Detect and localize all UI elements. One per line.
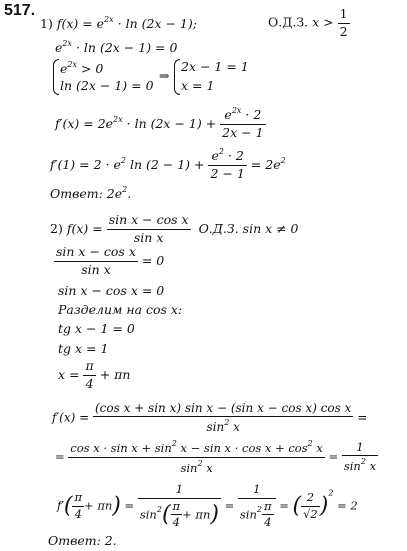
part2-derivative-2: = $\frac{\cos x \cdot \sin x + \sin^2 x - \sin x \cdot \cos x + \cos^2 x}{\sin^2 x}$ = $\frac{1}{\sin^2 x}$ bbox=[55, 439, 377, 475]
part2-function-fraction: $\frac{\text{sin x − cos x}}{\text{sin x}}$ bbox=[108, 212, 189, 245]
root-fraction: $\frac{\pi}{4}$ bbox=[85, 358, 94, 391]
part2-tg2: tg x = 1 bbox=[58, 341, 109, 356]
part2-tg1: tg x − 1 = 0 bbox=[58, 321, 135, 336]
value-fraction-1: 1 $\sin^2$( $\frac{\pi}{4}$ + πn) bbox=[139, 482, 219, 529]
part2-derivative-value: f′( $\frac{\pi}{4}$ + πn) = 1 $\sin^2$( $\frac{\pi}{4}$ + πn) = 1 $\sin^2$ $\frac{\pi}{4}$ = ( $\frac{2}{√2}$ )$^2$ = 2 bbox=[57, 482, 358, 529]
system1-line1: $e^{2x} > 0$ bbox=[60, 60, 104, 76]
part2-derivative-1: f′(x) = $\frac{\text{(cos x + sin x) sin x − (sin x − cos x) cos x}}{\sin^2 x}$ = bbox=[52, 401, 368, 434]
system1-line2: ln (2x − 1) = 0 bbox=[60, 78, 154, 93]
system2-line2: x = 1 bbox=[181, 78, 215, 93]
part1-odz: О.Д.З. x > $\frac{1}{2}$ bbox=[268, 6, 348, 39]
part2-equation2: sin x − cos x = 0 bbox=[58, 283, 165, 298]
value-fraction-3: $\frac{2}{√2}$ bbox=[303, 490, 318, 521]
system1-brace bbox=[53, 59, 59, 95]
value-fraction: $\frac{e^2 \cdot 2}{2 - 1}$ bbox=[210, 147, 245, 181]
derivative-1-fraction: $\frac{\text{(cos x + sin x) sin x − (sin x − cos x) cos x}}{\sin^2 x}$ bbox=[95, 401, 352, 434]
derivative-fraction: $\frac{e^{2x} \cdot 2}{2x - 1}$ bbox=[222, 106, 264, 140]
part1-equation: $e^{2x} \cdot \ln (2x - 1) = 0$ bbox=[55, 39, 178, 55]
part2-root: x = $\frac{\pi}{4}$ + πn bbox=[58, 358, 131, 391]
part1-answer: Ответ: $2e^2$. bbox=[50, 185, 132, 201]
part2-function-line: 2) f(x) = $\frac{\text{sin x − cos x}}{\text{sin x}}$ О.Д.З. sin x ≠ 0 bbox=[50, 212, 299, 245]
part1-derivative-value: $f'(1) = 2 \cdot e^2$ ln (2 − 1) + $\frac{e^2 \cdot 2}{2 - 1}$ = $2e^2$ bbox=[50, 147, 286, 181]
implies-arrow: ⇒ bbox=[159, 68, 170, 83]
part1-function: $f(x) = e^{2x} \cdot \ln (2x - 1)$; bbox=[56, 15, 197, 31]
part2-equation: $\frac{\text{sin x − cos x}}{\text{sin x}}$ = 0 bbox=[56, 244, 165, 277]
value-fraction-2: 1 $\sin^2$ $\frac{\pi}{4}$ bbox=[238, 484, 276, 529]
part1-function-line bbox=[40, 16, 197, 31]
problem-number: 517. bbox=[4, 2, 36, 19]
part1-label: 1) bbox=[40, 16, 53, 31]
part2-equation-fraction: $\frac{\text{sin x − cos x}}{\text{sin x}}$ bbox=[56, 244, 136, 277]
system2-brace bbox=[174, 59, 180, 95]
derivative-2-fraction: $\frac{\cos x \cdot \sin x + \sin^2 x - \sin x \cdot \cos x + \cos^2 x}{\sin^2 x}$ bbox=[70, 439, 323, 475]
system2-line1: 2x − 1 = 1 bbox=[181, 59, 249, 74]
part2-answer: Ответ: 2. bbox=[48, 533, 117, 548]
part2-divide-text: Разделим на cos x: bbox=[58, 302, 183, 317]
odz-fraction: $\frac{1}{2}$ bbox=[339, 6, 348, 39]
derivative-2-result: $\frac{1}{\sin^2 x}$ bbox=[343, 439, 377, 473]
part1-derivative: $f'(x) = 2e^{2x} \cdot \ln (2x - 1)$ + $\frac{e^{2x} \cdot 2}{2x - 1}$ bbox=[55, 106, 264, 140]
